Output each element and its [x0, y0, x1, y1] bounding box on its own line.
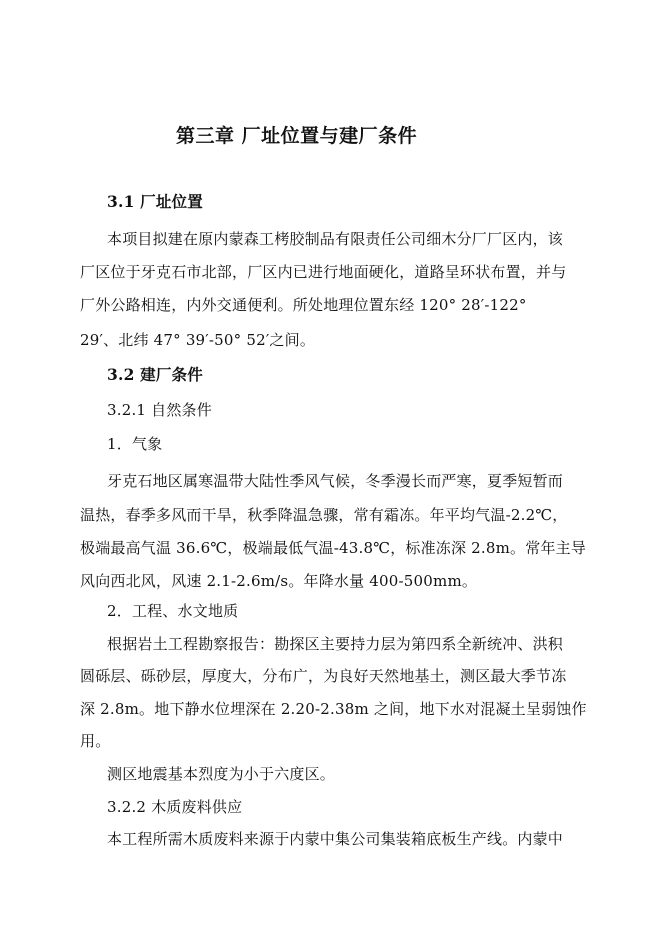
paragraph-line: 本工程所需木质废料来源于内蒙中集公司集装箱底板生产线。内蒙中 — [107, 830, 564, 848]
item-heading-geology: 2．工程、水文地质 — [107, 602, 239, 620]
paragraph-line: 本项目拟建在原内蒙森工栲胶制品有限责任公司细木分厂厂区内，该 — [107, 230, 564, 248]
paragraph-line: 厂区位于牙克石市北部，厂区内已进行地面硬化，道路呈环状布置，并与 — [80, 263, 567, 281]
paragraph-line: 根据岩土工程勘察报告：勘探区主要持力层为第四系全新统冲、洪积 — [107, 635, 564, 653]
paragraph-line: 温热，春季多风而干旱，秋季降温急骤，常有霜冻。年平均气温-2.2℃， — [80, 506, 568, 524]
paragraph-line: 厂外公路相连，内外交通便利。所处地理位置东经 120° 28′-122° — [80, 296, 527, 314]
section-heading-3-1: 3.1 厂址位置 — [107, 192, 203, 211]
section-heading-3-2: 3.2 建厂条件 — [107, 365, 203, 384]
item-heading-climate: 1．气象 — [107, 435, 163, 453]
chapter-title: 第三章 厂址位置与建厂条件 — [176, 125, 418, 147]
subsection-heading-3-2-1: 3.2.1 自然条件 — [107, 401, 212, 419]
paragraph-line: 极端最高气温 36.6℃，极端最低气温-43.8℃，标准冻深 2.8m。常年主导 — [80, 539, 587, 557]
paragraph-line: 用。 — [80, 732, 111, 750]
paragraph-line: 深 2.8m。地下静水位埋深在 2.20-2.38m 之间，地下水对混凝土呈弱蚀作 — [80, 700, 587, 718]
paragraph-line: 风向西北风，风速 2.1-2.6m/s。年降水量 400-500mm。 — [80, 572, 478, 590]
paragraph-line: 牙克石地区属寒温带大陆性季风气候，冬季漫长而严寒，夏季短暂而 — [107, 472, 564, 490]
paragraph-line: 圆砾层、砾砂层，厚度大，分布广，为良好天然地基土，测区最大季节冻 — [80, 667, 567, 685]
paragraph-line: 测区地震基本烈度为小于六度区。 — [107, 765, 336, 783]
subsection-heading-3-2-2: 3.2.2 木质废料供应 — [107, 798, 243, 816]
paragraph-line: 29′、北纬 47° 39′-50° 52′之间。 — [80, 331, 316, 349]
